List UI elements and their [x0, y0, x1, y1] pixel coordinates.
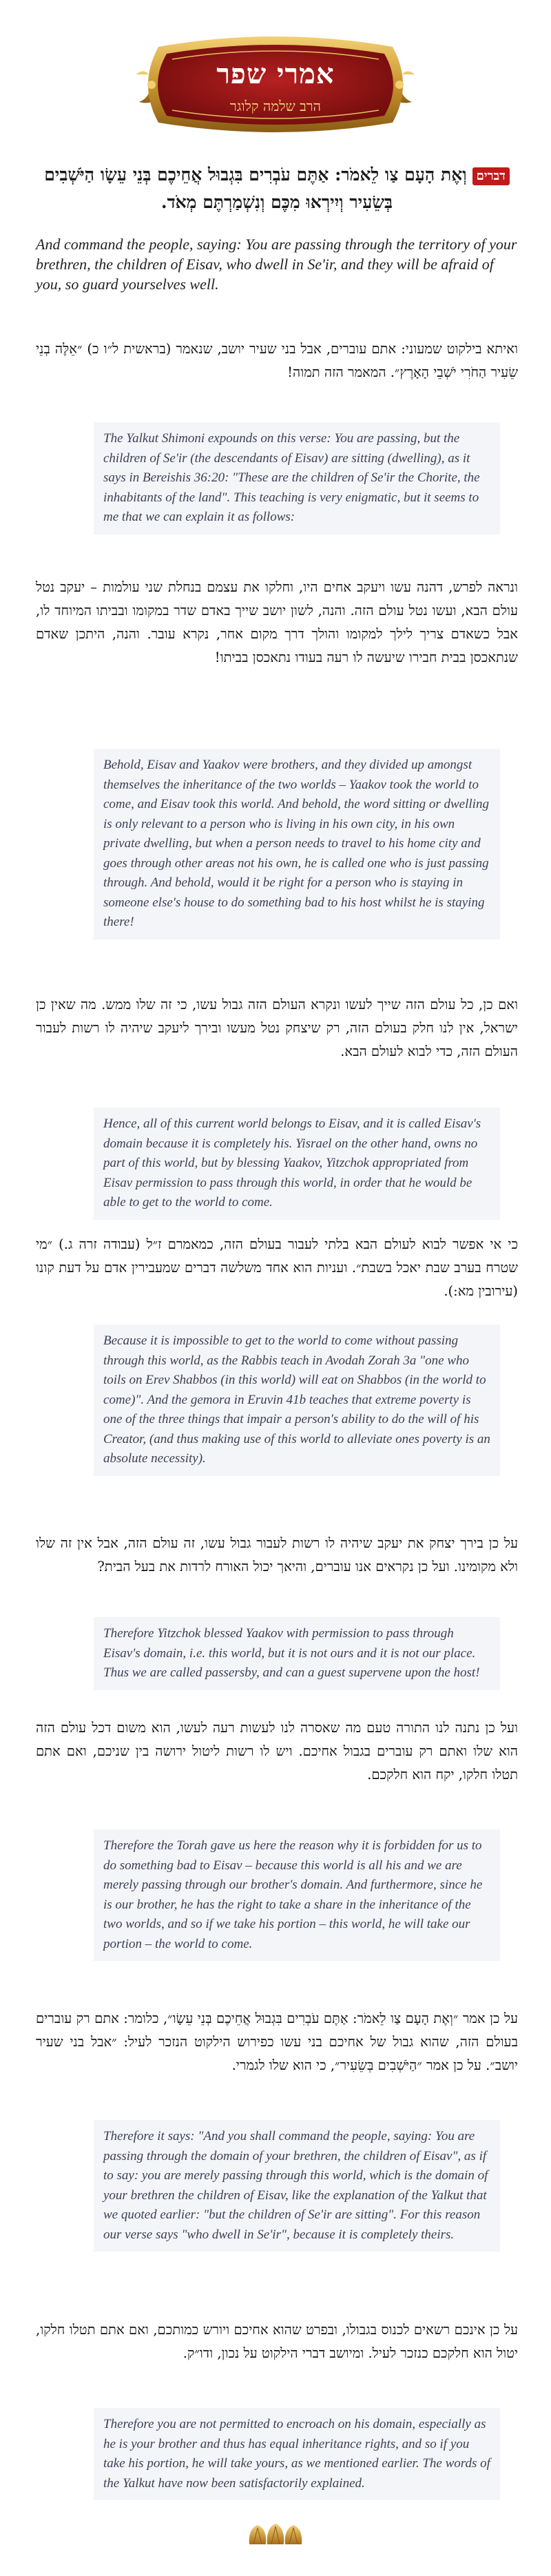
footer-ornament [0, 2521, 551, 2548]
banner-subtitle: הרב שלמה קלוגר [229, 98, 322, 114]
title-banner [131, 33, 420, 136]
verse-hebrew-text: וְאֶת הָעָם צַו לֵאמֹר: אַתֶּם עֹבְרִים בִּגְבוּל אֲחֵיכֶם בְּנֵי עֵשָׂו הַיֹּשְׁבִים בְּשֵׂעִיר וְיִירְאוּ מִכֶּם וְנִשְׁמַרְתֶּם מְאֹד. [44, 165, 467, 212]
english-translation: Therefore it says: "And you shall command the people, saying: You are passing through the domain of your brethren, the children of Eisav", as if to say: you are merely passing through this world, which is the domain of your brethren the children of Eisav, like the explanation of the Yalkut that we quoted earlier: "but the children of Se'ir are sitting". For this reason our verse says "who dwell in Se'ir", because it is completely theirs. [94, 2120, 500, 2252]
hebrew-paragraph: ונראה לפרש, דהנה עשו ויעקב אחים היו, וחלקו את עצמם בנחלת שני עולמות – יעקב נטל עולם הבא, ועשו נטל עולם הזה. והנה, לשון יושב שייך באדם שדר במקומו ובביתו המיוחד לו, אבל כשאדם צריך לילך למקומו והולך דרך מקום אחר, נקרא עובר. והנה, היתכן שאדם שנתאכסן בבית חבירו שיעשה לו רעה בעודו נתאכסן בביתו! [36, 579, 518, 665]
english-translation: Behold, Eisav and Yaakov were brothers, and they divided up amongst themselves the inheritance of the two worlds – Yaakov took the world to come, and Eisav took this world. And behold, the word sitting or dwelling is only relevant to a person who is living in his own city, in his own private dwelling, but when a person needs to travel to his home city and goes through other areas not his own, he is called one who is just passing through. And behold, would it be right for a person who is staying in someone else's house to do something bad to his host whilst he is staying there! [94, 749, 500, 939]
hebrew-paragraph: ואיתא בילקוט שמעוני: אתם עוברים, אבל בני שעיר יושב, שנאמר (בראשית ל״ו כ) ״אֵלֶּה בְנֵי שֵׂעִיר הַחֹרִי יֹשְׁבֵי הָאָרֶץ״. המאמר הזה תמוה! [36, 341, 518, 380]
hebrew-paragraph: ועל כן נתנה לנו התורה טעם מה שאסרה לנו לעשות רעה לעשו, הוא משום דכל עולם הזה הוא שלו ואתם רק עוברים בגבול אחיכם. ויש לו רשות ליטול ירושה בין שניכם, ואם אתם תטלו חלקו, יקח הוא חלקכם. [36, 1720, 518, 1783]
hebrew-paragraph: ואם כן, כל עולם הזה שייך לעשו ונקרא העולם הזה גבול עשו, כי זה שלו ממש. מה שאין כן ישראל, אין לנו חלק בעולם הזה, רק שיצחק נטל מעשו ובירך ליעקב שיהיה לו רשות לעבור העולם הזה, כדי לבוא לעולם הבא. [36, 997, 518, 1059]
english-translation: Hence, all of this current world belongs to Eisav, and it is called Eisav's domain because it is completely his. Yisrael on the other hand, owns no part of this world, but by blessing Yaakov, Yitzchok appropriated from Eisav permission to pass through this world, in order that he would be able to get to the world to come. [94, 1108, 500, 1220]
shell-ornament-icon [0, 2521, 551, 2548]
english-translation: Therefore Yitzchok blessed Yaakov with permission to pass through Eisav's domain, i.e. this world, but it is not ours and it is not our place. Thus we are called passersby, and can a guest supervene upon the host! [94, 1617, 500, 1690]
verse-english: And command the people, saying: You are passing through the territory of your brethren, the children of Eisav, who dwell in Se'ir, and they will be afraid of you, so guard yourselves well. [36, 236, 517, 293]
hebrew-paragraph: על כן בירך יצחק את יעקב שיהיה לו רשות לעבור גבול עשו, זה עולם הזה, אבל אין זה שלו ולא מקומינו. ועל כן נקראים אנו עוברים, והיאך יכול האורח לרדות את בעל הבית? [36, 1535, 518, 1575]
english-translation: Therefore you are not permitted to encroach on his domain, especially as he is your brother and thus has equal inheritance rights, and so if you take his portion, he will take yours, as we mentioned earlier. The words of the Yalkut have now been satisfactorily explained. [94, 2408, 500, 2500]
verse-hebrew [36, 161, 518, 216]
english-translation: Because it is impossible to get to the world to come without passing through this world, as the Rabbis teach in Avodah Zorah 3a "one who toils on Erev Shabbos (in this world) will eat on Shabbos (in the world to come)". And the gemora in Eruvin 41b teaches that extreme poverty is one of the three things that impair a person's ability to do the will of his Creator, (and thus making use of this world to alleviate ones poverty is an absolute necessity). [94, 1325, 500, 1476]
hebrew-paragraph: על כן אמר ״וְאֶת הָעָם צַו לֵאמֹר: אַתֶּם עֹבְרִים בִּגְבוּל אֲחֵיכֶם בְּנֵי עֵשָׂו״, כלומר: אתם רק עוברים בעולם הזה, שהוא גבול של אחיכם בני עשו כפירוש הילקוט הנזכר לעיל: ״אבל בני שעיר יושב״. על כן אמר ״הַיֹּשְׁבִים בְּשֵׂעִיר״, כי הוא שלו לגמרי. [36, 2011, 518, 2073]
english-translation: The Yalkut Shimoni expounds on this verse: You are passing, but the children of Se'ir (the descendants of Eisav) are sitting (dwelling), as it says in Bereishis 36:20: "These are the children of Se'ir the Chorite, the inhabitants of the land". This teaching is very enigmatic, but it seems to me that we can explain it as follows: [94, 422, 500, 534]
english-translation: Therefore the Torah gave us here the reason why it is forbidden for us to do something bad to Eisav – because this world is all his and we are merely passing through our brother's domain. And furthermore, since he is our brother, he has the right to take a share in the inheritance of the two worlds, and so if we take his portion – this world, he will take our portion – the world to come. [94, 1829, 500, 1961]
hebrew-paragraph: כי אי אפשר לבוא לעולם הבא בלתי לעבור בעולם הזה, כמאמרם ז״ל (עבודה זרה ג.) ״מי שטרח בערב שבת יאכל בשבת״. ועניות הוא אחד משלשה דברים שמעבירין אדם על דעת קונו (עירובין מא:). [36, 1236, 518, 1299]
hebrew-paragraph: על כן אינכם רשאים לכנוס בגבולו, ובפרט שהוא אחיכם ויורש כמותכם, ואם אתם תטלו חלקו, יטול הוא חלקכם כנזכר לעיל. ומיושב דברי הילקוט על נכון, ודו״ק. [36, 2322, 518, 2361]
parsha-badge: דברים [472, 167, 510, 185]
banner-title: אמרי שפר [216, 58, 335, 90]
